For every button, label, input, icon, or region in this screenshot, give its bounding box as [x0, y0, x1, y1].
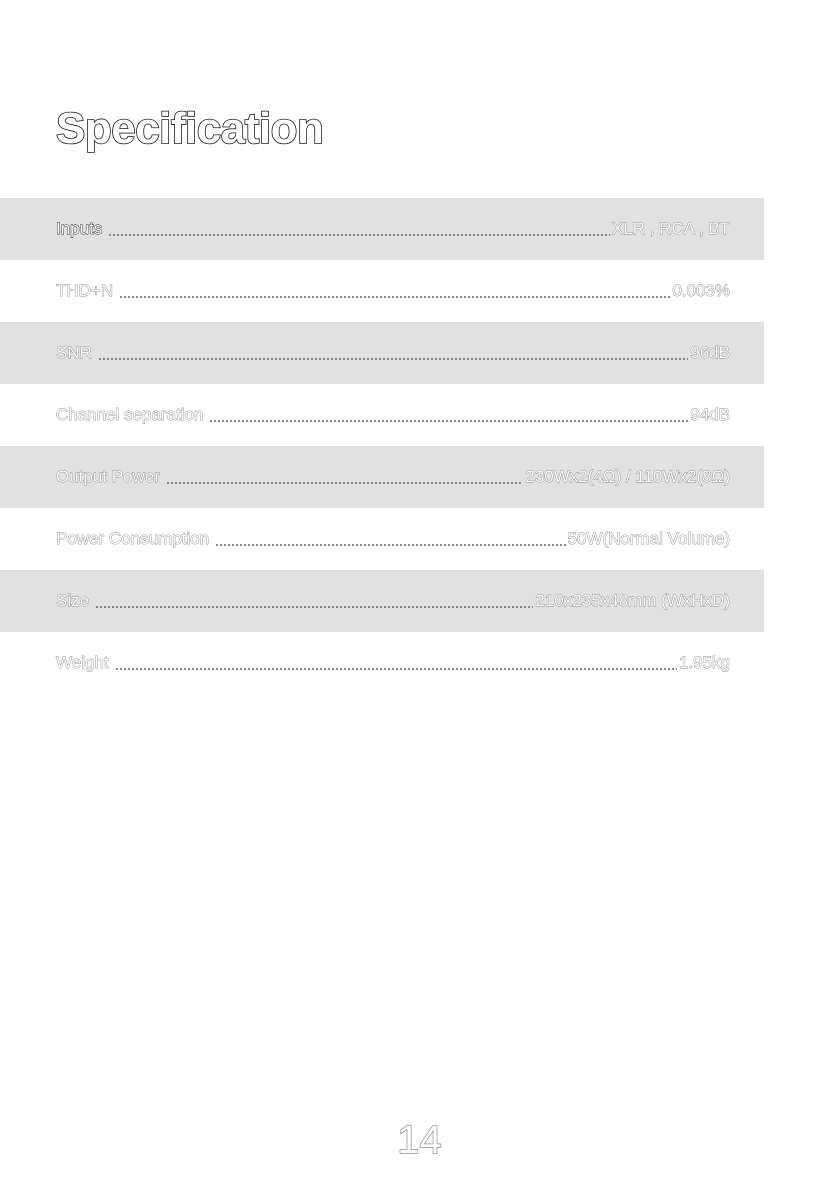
- page-title: Specification: [56, 104, 324, 153]
- spec-value: 0.003%: [672, 281, 730, 300]
- spec-row-size: [0, 570, 764, 632]
- spec-label: Output Power: [56, 467, 160, 486]
- spec-label: Size: [56, 591, 90, 610]
- dot-leader: [119, 294, 670, 300]
- spec-value: 96dB: [690, 343, 730, 362]
- spec-table: [0, 198, 764, 694]
- spec-row-snr: [0, 322, 764, 384]
- spec-label: Power Consumption: [56, 529, 210, 548]
- spec-label: Channel separation: [56, 405, 204, 424]
- spec-value: XLR , RCA , BT: [611, 219, 730, 238]
- dot-leader: [95, 604, 533, 610]
- spec-value: 94dB: [690, 405, 730, 424]
- spec-row-thdn: [0, 260, 764, 322]
- spec-value: 230Wx2(4Ω) / 110Wx2(8Ω): [525, 467, 730, 486]
- dot-leader: [215, 542, 565, 548]
- dot-leader: [209, 418, 688, 424]
- spec-row-channel-separation: [0, 384, 764, 446]
- spec-value: 50W(Normal Volume): [567, 529, 730, 548]
- dot-leader: [115, 666, 677, 672]
- spec-row-inputs: [0, 198, 764, 260]
- spec-row-output-power: [0, 446, 764, 508]
- spec-label: SNR: [56, 343, 92, 362]
- page-number: 14: [397, 1118, 442, 1162]
- spec-label: Inputs: [56, 219, 103, 238]
- spec-label: THD+N: [56, 281, 114, 300]
- spec-row-power-consumption: [0, 508, 764, 570]
- dot-leader: [108, 232, 610, 238]
- spec-label: Weight: [56, 653, 109, 672]
- dot-leader: [166, 480, 523, 486]
- spec-row-weight: [0, 632, 764, 694]
- dot-leader: [98, 356, 688, 362]
- spec-value: 1.95kg: [678, 653, 730, 672]
- spec-value: 210x235x48mm (WxHxD): [535, 591, 730, 610]
